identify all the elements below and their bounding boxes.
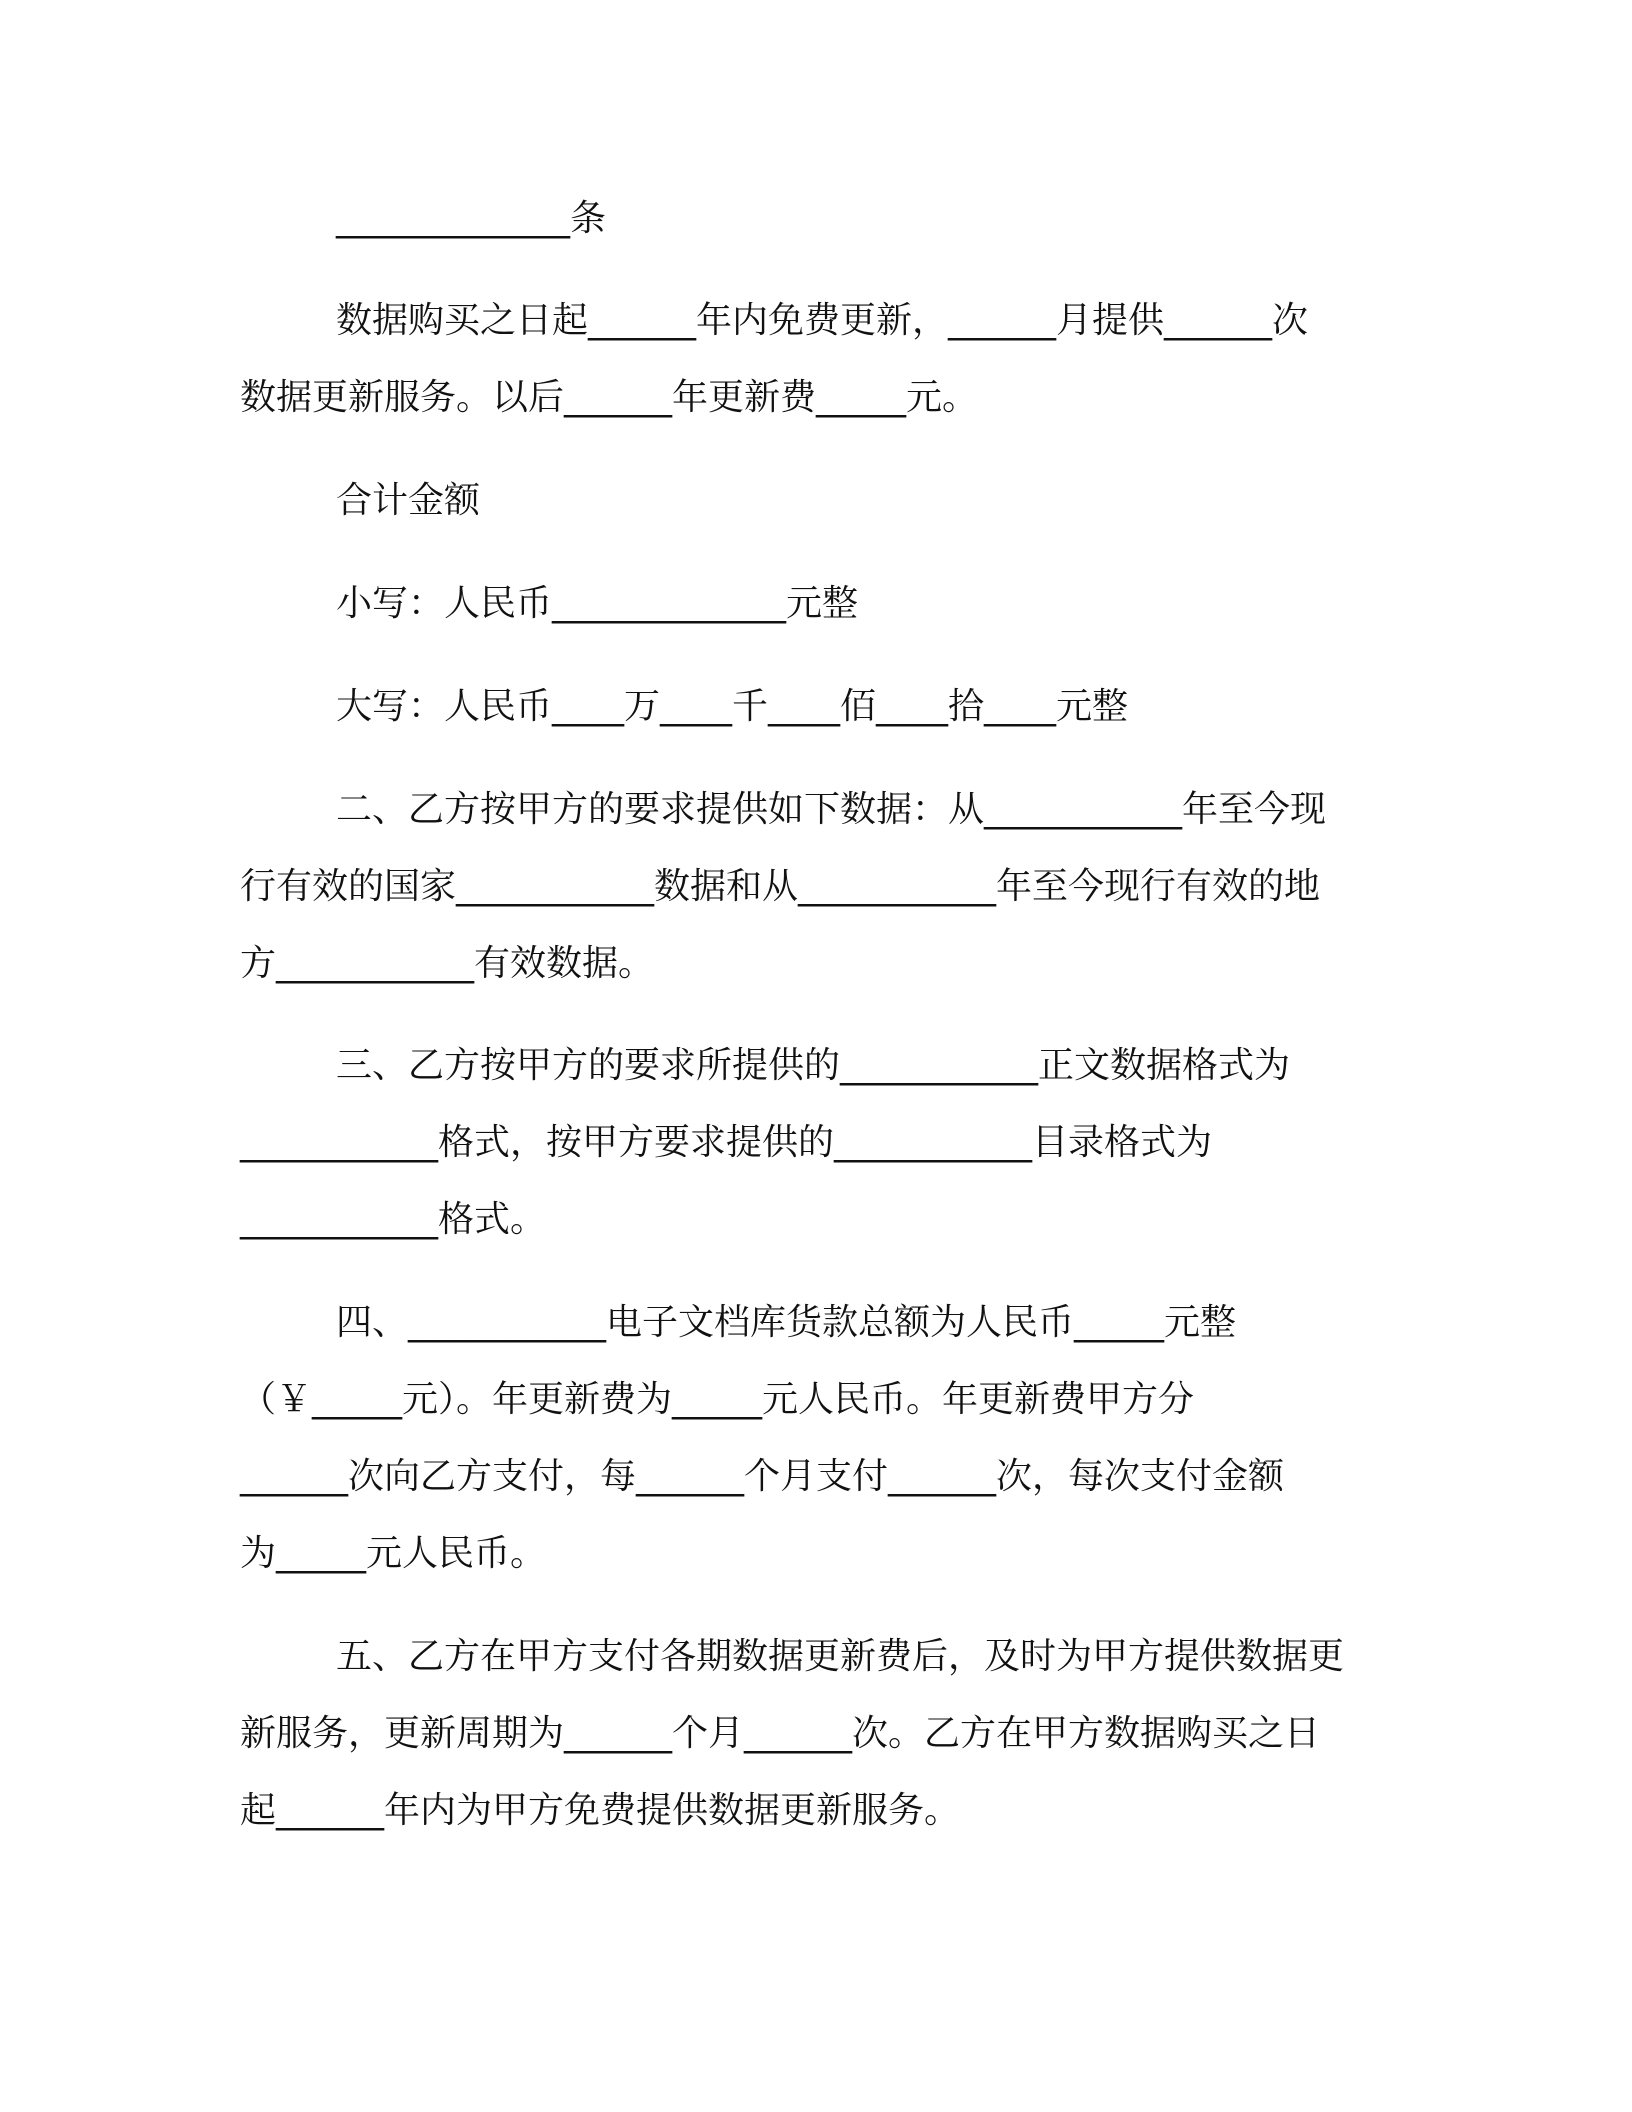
paragraph-total-title xyxy=(336,462,1496,539)
text-line: ___________格式。 xyxy=(240,1199,547,1240)
text-line: ______次向乙方支付，每______个月支付______次，每次支付金额 xyxy=(240,1456,1285,1497)
text-line: _____________条 xyxy=(336,198,606,239)
text-line: （￥_____元）。年更新费为_____元人民币。年更新费甲方分 xyxy=(240,1379,1195,1420)
paragraph-clause-3 xyxy=(240,1027,1400,1258)
text-line: 起______年内为甲方免费提供数据更新服务。 xyxy=(240,1790,961,1831)
text-line: 大写：人民币____万____千____佰____拾____元整 xyxy=(336,686,1129,727)
paragraph-clause-4 xyxy=(240,1284,1400,1592)
text-line: 行有效的国家___________数据和从___________年至今现行有效的地 xyxy=(240,866,1321,907)
text-line: 数据更新服务。以后______年更新费_____元。 xyxy=(240,377,979,418)
paragraph-amount-uppercase xyxy=(336,668,1496,745)
text-line: 新服务，更新周期为______个月______次。乙方在甲方数据购买之日 xyxy=(240,1713,1321,1754)
text-line: 四、___________电子文档库货款总额为人民币_____元整 xyxy=(336,1302,1237,1343)
text-line: 数据购买之日起______年内免费更新，______月提供______次 xyxy=(336,300,1309,341)
paragraph-clause-5 xyxy=(240,1618,1400,1849)
paragraph-item-count xyxy=(336,180,1496,257)
text-line: 五、乙方在甲方支付各期数据更新费后，及时为甲方提供数据更 xyxy=(336,1636,1345,1677)
text-line: 方___________有效数据。 xyxy=(240,943,655,984)
paragraph-update-terms xyxy=(240,282,1400,436)
text-line: ___________格式，按甲方要求提供的___________目录格式为 xyxy=(240,1122,1213,1163)
text-line: 二、乙方按甲方的要求提供如下数据：从___________年至今现 xyxy=(336,789,1327,830)
text-line: 三、乙方按甲方的要求所提供的___________正文数据格式为 xyxy=(336,1045,1291,1086)
text-line: 合计金额 xyxy=(336,480,481,521)
paragraph-clause-2 xyxy=(240,771,1400,1002)
text-line: 小写：人民币_____________元整 xyxy=(336,583,859,624)
paragraph-amount-lowercase xyxy=(336,565,1496,642)
text-line: 为_____元人民币。 xyxy=(240,1533,547,1574)
